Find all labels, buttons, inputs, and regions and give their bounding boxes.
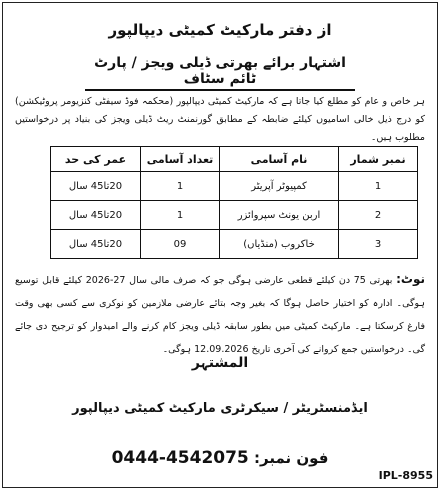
vacancy-table [50,146,418,259]
cell-serial: 1 [339,172,418,201]
subtitle-wrap [85,55,355,91]
phone-label: فون نمبر: [254,449,329,467]
cell-age: 20تا45 سال [51,230,141,259]
notice-label: نوٹ: [396,272,425,286]
intro-paragraph: ہر خاص و عام کو مطلع کیا جاتا ہے کہ مارکیٹ کمیٹی دیپالپور (محکمہ فوڈ سیفٹی کنزیومر پروٹیکشن) کو درج ذیل خالی اسامیوں کیلئے ضابطہ کے مطابق گورنمنٹ ریٹ ڈیلی ویجز کی بنیاد پر درخواستیں مطلوب ہیں۔ [15,96,425,143]
phone-line [3,448,437,468]
office-title: از دفتر مارکیٹ کمیٹی دیپالپور [108,21,332,39]
header-age: عمر کی حد [51,147,141,172]
ad-subtitle: اشتہار برائے بھرتی ڈیلی ویجز / پارٹ ٹائم سٹاف [85,55,355,91]
cell-post: کمپیوٹر آپریٹر [220,172,339,201]
cell-count: 09 [141,230,220,259]
table-row [51,230,418,259]
signatory-title: ایڈمنسٹریٹر / سیکرٹری مارکیٹ کمیٹی دیپالپور [72,401,368,416]
phone-number: 0444-4542075 [111,448,249,468]
cell-age: 20تا45 سال [51,172,141,201]
ad-code: IPL-8955 [378,469,433,482]
notice-paragraph [15,268,425,361]
cell-count: 1 [141,172,220,201]
cell-serial: 2 [339,201,418,230]
advertiser-label: المشتہر [191,355,249,371]
cell-age: 20تا45 سال [51,201,141,230]
advertisement-page [2,2,438,488]
notice-text: بھرتی 75 دن کیلئے قطعی عارضی ہوگی جو کہ صرف مالی سال 27-2026 کیلئے قابل توسیع ہوگی۔ ادارہ کو اختیار حاصل ہوگا کہ بغیر وجہ بتائے عارضی ملازمین کو نوکری سے کسی بھی وقت فارغ کرسکتا ہے۔ مارکیٹ کمیٹی میں بطور سابقہ ڈیلی ویجز کام کرنے والے امیدوار کو ترجیح دی جائے گی۔ درخواستیں جمع کروانے کی آخری تاریخ 12.09.2026 ہوگی۔ [15,275,425,355]
header-count: تعداد آسامی [141,147,220,172]
table-row [51,172,418,201]
cell-post: اربن یونٹ سپروائزر [220,201,339,230]
table-header-row [51,147,418,172]
cell-count: 1 [141,201,220,230]
header-serial: نمبر شمار [339,147,418,172]
cell-serial: 3 [339,230,418,259]
header-post: نام آسامی [220,147,339,172]
cell-post: خاکروب (منڈیاں) [220,230,339,259]
table-row [51,201,418,230]
